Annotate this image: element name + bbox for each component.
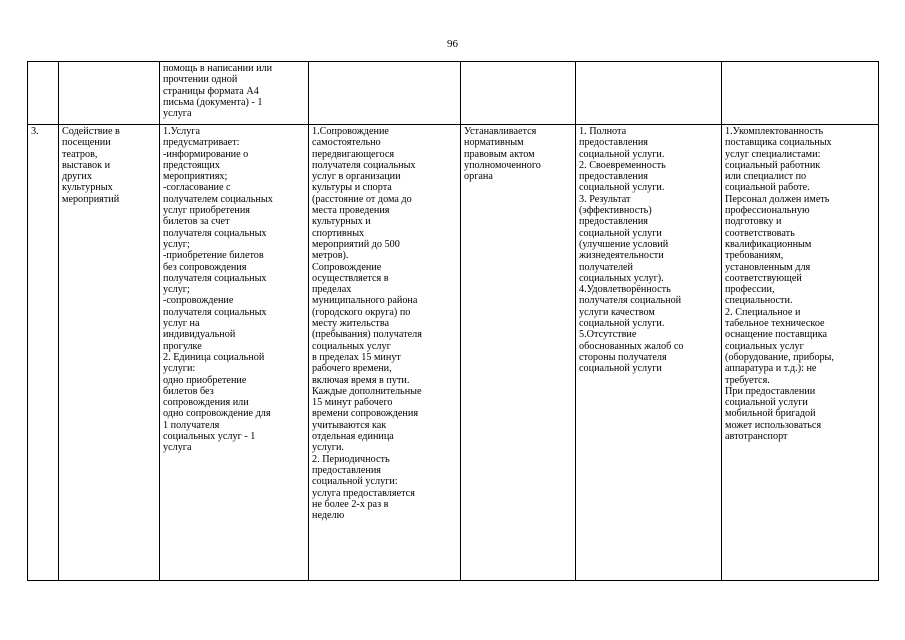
page-number: 96	[447, 38, 458, 50]
services-table	[27, 61, 879, 581]
cell-conditions	[722, 62, 879, 125]
cell-description: 1.Услуга предусматривает: -информирование о предстоящих мероприятиях; -согласование с получателем социальных услуг приобретения билетов за счет получателя социальных услуг; -приобретение билетов без сопровождения получателя социальных услуг; -сопровождение получателя социальных услуг на индивидуальной прогулке 2. Единица социальной услуги: одно приобретение билетов без сопровождения или одно сопровождение для 1 получателя социальных услуг - 1 услуга	[160, 125, 309, 581]
cell-quality	[576, 62, 722, 125]
cell-norm	[461, 62, 576, 125]
cell-timing	[309, 62, 461, 125]
cell-description: помощь в написании или прочтении одной страницы формата А4 письма (документа) - 1 услуга	[160, 62, 309, 125]
table-row-continuation	[28, 62, 879, 125]
cell-norm: Устанавливается нормативным правовым актом уполномоченного органа	[461, 125, 576, 581]
table-row-service-3	[28, 125, 879, 581]
cell-service-name	[59, 62, 160, 125]
cell-quality: 1. Полнота предоставления социальной услуги. 2. Своевременность предоставления социальной услуги. 3. Результат (эффективность) предоставления социальной услуги (улучшение условий жизнедеятельности получателей социальных услуг). 4.Удовлетворённость получателя социальной услуги качеством социальной услуги. 5.Отсутствие обоснованных жалоб со стороны получателя социальной услуги	[576, 125, 722, 581]
cell-number	[28, 62, 59, 125]
cell-conditions: 1.Укомплектованность поставщика социальных услуг специалистами: социальный работник или специалист по социальной работе. Персонал должен иметь профессиональную подготовку и соответствовать квалификационным требованиям, установленным для соответствующей профессии, специальности. 2. Специальное и табельное техническое оснащение поставщика социальных услуг (оборудование, приборы, аппаратура и т.д.): не требуется. При предоставлении социальной услуги мобильной бригадой может использоваться автотранспорт	[722, 125, 879, 581]
cell-service-name: Содействие в посещении театров, выставок и других культурных мероприятий	[59, 125, 160, 581]
cell-number: 3.	[28, 125, 59, 581]
cell-timing: 1.Сопровождение самостоятельно передвигающегося получателя социальных услуг в организации культуры и спорта (расстояние от дома до места проведения культурных и спортивных мероприятий до 500 метров). Сопровождение осуществляется в пределах муниципального района (городского округа) по месту жительства (пребывания) получателя социальных услуг в пределах 15 минут рабочего времени, включая время в пути. Каждые дополнительные 15 минут рабочего времени сопровождения учитываются как отдельная единица услуги. 2. Периодичность предоставления социальной услуги: услуга предоставляется не более 2-х раз в неделю	[309, 125, 461, 581]
